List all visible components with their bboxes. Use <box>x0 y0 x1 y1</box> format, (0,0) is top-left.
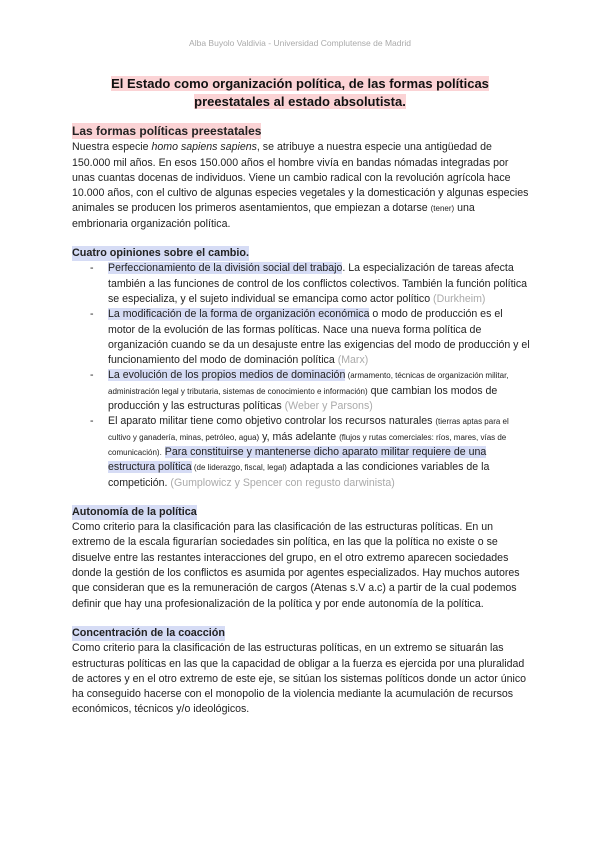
text: Nuestra especie <box>72 141 152 154</box>
section-heading: Concentración de la coacción <box>72 626 225 639</box>
bullet-dash: - <box>90 369 94 382</box>
paragraph: Como criterio para la clasificación para las clasificación de las estructuras políticas. En un extremo de la escala figurarían sociedades sin política, en las que la política no existe o se disuelve entre las restantes interacciones del grupo, en el otro extremo aparecen sociedades donde la gestión de los conflictos es asumida por agentes especializados. Hay muchos autores que consideran que es la remuneración de cargos (Atenas s.V a.c) a partir de la cual podemos definir que hay una profesionalización de la política y por ende autonomía de la política. <box>72 521 520 610</box>
section-heading: Las formas políticas preestatales <box>72 124 262 138</box>
small-note: (armamento, técnicas de organización militar, administración legal y tributaria, sistemas de conocimiento e información) <box>108 371 509 396</box>
text: adaptada a las condiciones variables de la competición <box>108 461 490 489</box>
text: . <box>164 476 171 489</box>
document-body <box>72 123 532 732</box>
citation: (Durkheim) <box>433 292 486 305</box>
text: y, más adelante <box>259 430 340 443</box>
highlight: La evolución de los propios medios de dominación <box>108 369 346 382</box>
text: que cambian los modos de producción y las estructuras políticas <box>108 384 498 413</box>
small-note: (tener) <box>430 204 455 214</box>
highlight: Para constituirse y mantenerse dicho aparato militar requiere de una estructura política <box>108 445 487 474</box>
bullet-list <box>72 261 532 490</box>
text: , se atribuye a nuestra especie una antigüedad de 150.000 mil años. En esos 150.000 años el hombre vivía en bandas nómadas integradas por unas cuantas docenas de individuos. Viene un cambio radical con la revolución agrícola hace 10.000 años, con el cultivo de algunas especies vegetales y la domesticación y algunas especies animales se producen los primeros asentamientos, que empiezan a dotarse <box>72 141 529 215</box>
section-autonomia <box>72 505 532 612</box>
text: . La especialización de tareas afecta también a las funciones de control de los conflictos colectivos. También la función política se especializa, y el sujeto individual se emancipa como actor político <box>108 262 528 305</box>
page-header: Alba Buyolo Valdivia - Universidad Complutense de Madrid <box>189 38 411 48</box>
title-line-2: preestatales al estado absolutista. <box>194 94 406 109</box>
section-formas-preestatales <box>72 123 532 232</box>
citation: (Gumplowicz y Spencer con regusto darwinista) <box>170 476 395 489</box>
document-title <box>0 75 600 111</box>
small-note: (flujos y rutas comerciales: ríos, mares, vías de comunicación). <box>108 432 507 457</box>
highlight: Perfeccionamiento de la división social del trabajo <box>108 262 343 275</box>
list-item <box>72 261 532 307</box>
title-line-1: El Estado como organización política, de las formas políticas <box>111 76 489 91</box>
citation: (Weber y Parsons) <box>284 400 373 413</box>
section-cuatro-opiniones <box>72 246 532 491</box>
text: El aparato militar tiene como objetivo controlar los recursos naturales <box>108 415 436 428</box>
bullet-dash: - <box>90 415 94 428</box>
text: o modo de producción es el motor de la evolución de las formas políticas. Nace una nueva forma política de organización cuando se da un desajuste entre las exigencias del modo de producción y el funcionamiento del modo de dominación política <box>108 308 530 367</box>
list-item <box>72 368 532 414</box>
list-item <box>72 307 532 368</box>
small-note: (de liderazgo, fiscal, legal) <box>191 463 287 473</box>
section-concentracion <box>72 626 532 718</box>
list-item <box>72 414 532 490</box>
section-heading: Autonomía de la política <box>72 505 197 518</box>
italic-term: homo sapiens sapiens <box>151 141 257 154</box>
highlight: La modificación de la forma de organización económica <box>108 308 370 321</box>
bullet-dash: - <box>90 262 94 275</box>
paragraph: Como criterio para la clasificación de las estructuras políticas, en un extremo se situarán las estructuras políticas en las que la capacidad de obligar a la fuerza es ejercida por una pluralidad de actores y en el otro extremo de este eje, se sitúan los sistemas políticos donde un actor único ha conseguido hacerse con el monopolio de la violencia mediante la acumulación de recursos económicos, técnicos y/o ideológicos. <box>72 642 527 716</box>
paragraph <box>72 140 532 232</box>
section-heading: Cuatro opiniones sobre el cambio. <box>72 247 249 260</box>
citation: (Marx) <box>337 354 369 367</box>
bullet-dash: - <box>90 308 94 321</box>
small-note: (tierras aptas para el cultivo y ganadería, minas, petróleo, agua) <box>108 417 509 442</box>
text: una embrionaria organización política. <box>72 202 475 230</box>
